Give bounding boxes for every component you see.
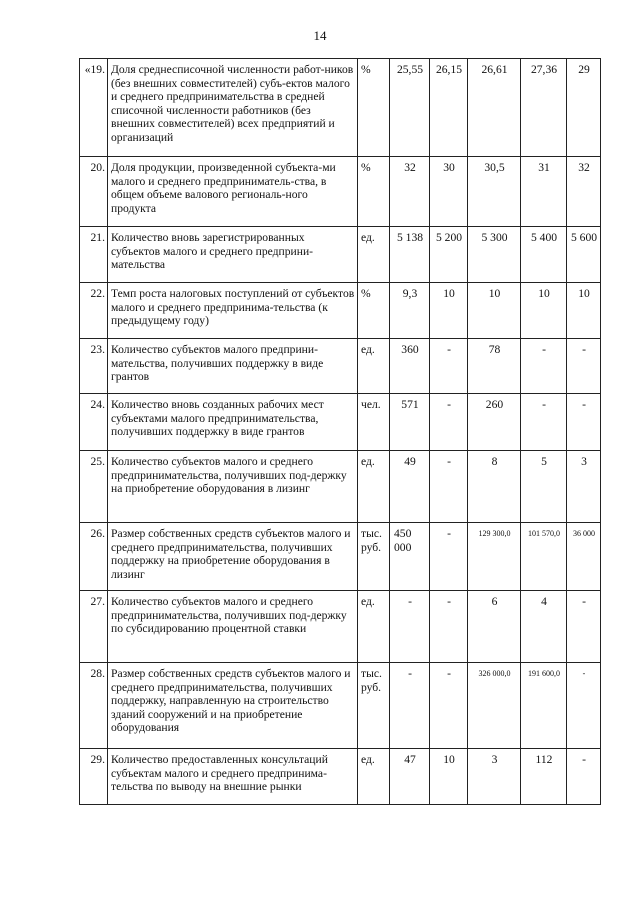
row-number: «19. xyxy=(80,59,108,157)
row-number: 22. xyxy=(80,283,108,339)
value-cell: - xyxy=(430,394,468,451)
value-cell: 360 xyxy=(390,339,430,394)
value-cell: 571 xyxy=(390,394,430,451)
unit-cell: ед. xyxy=(358,451,390,523)
value-cell: 129 300,0 xyxy=(468,523,521,591)
value-cell: 78 xyxy=(468,339,521,394)
page-number: 14 xyxy=(313,28,327,43)
value-cell: 32 xyxy=(390,157,430,227)
indicator-name: Количество субъектов малого предприни-мательства, получивших поддержку в виде грантов xyxy=(108,339,358,394)
value-cell: 5 xyxy=(521,451,567,523)
table-row xyxy=(80,283,601,339)
value-cell: 4 xyxy=(521,591,567,663)
value-cell: 260 xyxy=(468,394,521,451)
indicator-name: Размер собственных средств субъектов малого и среднего предпринимательства, получивших поддержку, направленную на строительство зданий сооружений и на приобретение оборудования xyxy=(108,663,358,749)
value-cell: - xyxy=(567,394,601,451)
indicator-name: Размер собственных средств субъектов малого и среднего предпринимательства, получивших поддержку на приобретение оборудования в лизинг xyxy=(108,523,358,591)
table-row xyxy=(80,157,601,227)
unit-cell: тыс. руб. xyxy=(358,663,390,749)
indicator-name: Количество вновь созданных рабочих мест субъектами малого предпринимательства, получивших поддержку в виде грантов xyxy=(108,394,358,451)
value-cell: - xyxy=(521,394,567,451)
value-cell: - xyxy=(567,591,601,663)
value-cell: 25,55 xyxy=(390,59,430,157)
value-cell: 326 000,0 xyxy=(468,663,521,749)
value-cell: 8 xyxy=(468,451,521,523)
row-number: 29. xyxy=(80,749,108,805)
indicator-name: Количество субъектов малого и среднего предпринимательства, получивших под-держку на приобретение оборудования в лизинг xyxy=(108,451,358,523)
table-row xyxy=(80,663,601,749)
value-cell: 36 000 xyxy=(567,523,601,591)
value-cell: - xyxy=(567,663,601,749)
value-cell: 47 xyxy=(390,749,430,805)
table-row xyxy=(80,394,601,451)
row-number: 24. xyxy=(80,394,108,451)
value-cell: 450 000 xyxy=(390,523,430,591)
value-cell: 9,3 xyxy=(390,283,430,339)
value-cell: - xyxy=(430,523,468,591)
row-number: 28. xyxy=(80,663,108,749)
value-cell: 10 xyxy=(521,283,567,339)
unit-cell: ед. xyxy=(358,749,390,805)
value-cell: 3 xyxy=(567,451,601,523)
value-cell: 101 570,0 xyxy=(521,523,567,591)
value-cell: 30,5 xyxy=(468,157,521,227)
unit-cell: ед. xyxy=(358,591,390,663)
value-cell: 191 600,0 xyxy=(521,663,567,749)
value-cell: - xyxy=(430,339,468,394)
value-cell: - xyxy=(430,451,468,523)
value-cell: - xyxy=(390,591,430,663)
table-row xyxy=(80,59,601,157)
unit-cell: % xyxy=(358,59,390,157)
row-number: 25. xyxy=(80,451,108,523)
value-cell: 5 400 xyxy=(521,227,567,283)
indicator-name: Количество вновь зарегистрированных субъектов малого и среднего предприни-мательства xyxy=(108,227,358,283)
table-row xyxy=(80,591,601,663)
value-cell: - xyxy=(430,591,468,663)
value-cell: 3 xyxy=(468,749,521,805)
indicator-name: Темп роста налоговых поступлений от субъектов малого и среднего предпринима-тельства (к предыдущему году) xyxy=(108,283,358,339)
value-cell: 30 xyxy=(430,157,468,227)
table-row xyxy=(80,523,601,591)
value-cell: 29 xyxy=(567,59,601,157)
indicator-name: Доля среднесписочной численности работ-ников (без внешних совместителей) субъ-ектов малого и среднего предпринимательства в средней списочной численности работников (без внешних совместителей) всех предприятий и организаций xyxy=(108,59,358,157)
value-cell: 112 xyxy=(521,749,567,805)
row-number: 26. xyxy=(80,523,108,591)
value-cell: 6 xyxy=(468,591,521,663)
indicator-name: Доля продукции, произведенной субъекта-ми малого и среднего предприниматель-ства, в общем объеме валового региональ-ного продукта xyxy=(108,157,358,227)
value-cell: - xyxy=(430,663,468,749)
unit-cell: % xyxy=(358,157,390,227)
row-number: 21. xyxy=(80,227,108,283)
value-cell: - xyxy=(521,339,567,394)
value-cell: 32 xyxy=(567,157,601,227)
row-number: 23. xyxy=(80,339,108,394)
value-cell: 10 xyxy=(430,749,468,805)
value-cell: 49 xyxy=(390,451,430,523)
unit-cell: ед. xyxy=(358,227,390,283)
unit-cell: ед. xyxy=(358,339,390,394)
indicator-name: Количество предоставленных консультаций субъектам малого и среднего предпринима-тельства по выводу на внешние рынки xyxy=(108,749,358,805)
indicator-name: Количество субъектов малого и среднего предпринимательства, получивших под-держку по субсидированию процентной ставки xyxy=(108,591,358,663)
value-cell: 10 xyxy=(468,283,521,339)
value-cell: 31 xyxy=(521,157,567,227)
unit-cell: чел. xyxy=(358,394,390,451)
table-row xyxy=(80,451,601,523)
value-cell: 5 138 xyxy=(390,227,430,283)
value-cell: 5 600 xyxy=(567,227,601,283)
unit-cell: % xyxy=(358,283,390,339)
table-row xyxy=(80,227,601,283)
row-number: 27. xyxy=(80,591,108,663)
table-row xyxy=(80,749,601,805)
value-cell: 5 300 xyxy=(468,227,521,283)
value-cell: - xyxy=(567,339,601,394)
value-cell: 10 xyxy=(567,283,601,339)
value-cell: 5 200 xyxy=(430,227,468,283)
value-cell: - xyxy=(390,663,430,749)
table-row xyxy=(80,339,601,394)
value-cell: 26,61 xyxy=(468,59,521,157)
value-cell: 10 xyxy=(430,283,468,339)
value-cell: - xyxy=(567,749,601,805)
value-cell: 26,15 xyxy=(430,59,468,157)
value-cell: 27,36 xyxy=(521,59,567,157)
indicators-table xyxy=(79,58,601,805)
row-number: 20. xyxy=(80,157,108,227)
unit-cell: тыс. руб. xyxy=(358,523,390,591)
